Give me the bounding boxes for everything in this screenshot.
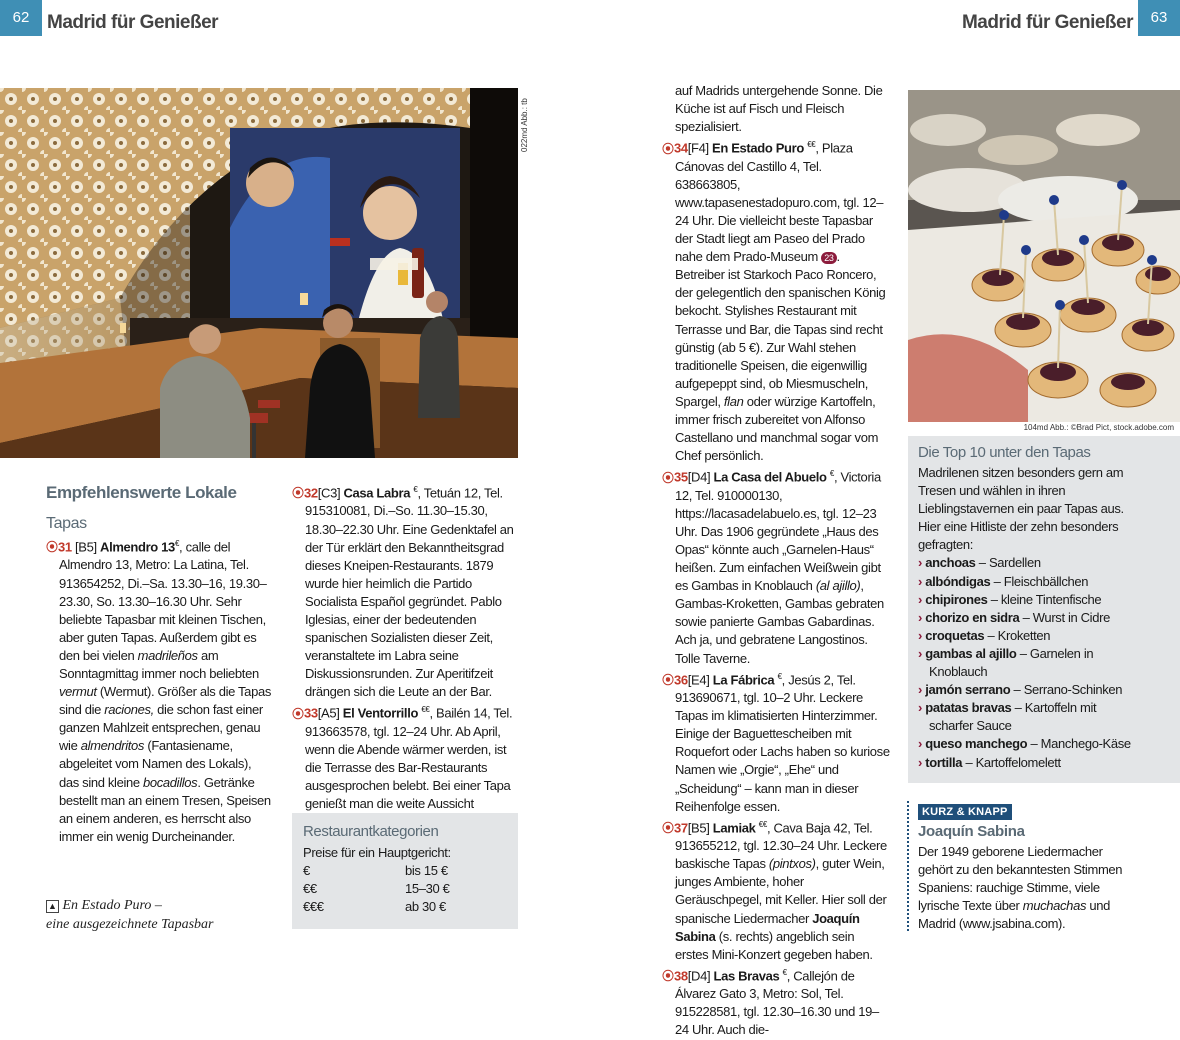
- photo-caption: ▲ En Estado Puro – eine ausgezeichnete Tapasbar: [46, 898, 214, 932]
- tapas-bar-photo: [0, 88, 518, 458]
- list-item: › croquetas – Kroketten: [918, 627, 1051, 643]
- restaurant-categories-box: [292, 813, 518, 929]
- top10-box: [908, 436, 1180, 783]
- list-item: › anchoas – Sardellen: [918, 555, 1041, 571]
- category-row: €€€ ab 30 €: [303, 899, 446, 915]
- map-pin-icon: ⦿: [662, 470, 674, 485]
- chevron-right-icon: ›: [918, 645, 922, 661]
- sight-ref-badge[interactable]: 23: [821, 252, 836, 264]
- kurz-knapp-label: KURZ & KNAPP: [918, 802, 1012, 820]
- chevron-right-icon: ›: [918, 573, 922, 589]
- map-pin-icon: ⦿: [662, 141, 674, 156]
- map-pin-icon: ⦿: [292, 706, 304, 721]
- entry-37: ⦿37[B5] Lamiak €€, Cava Baja 42, Tel. 913655212, tgl. 12.30–24 Uhr. Leckere baskische Tapas (pintxos), guter Wein, junges Ambiente, hoher Geräuschpegel, mit Keller. Hier soll der spanische Liedermacher Joaquín Sabina (s. rechts) angeblich sein erstes Mini-Konzert gegeben haben.: [662, 819, 887, 962]
- entry-33: ⦿33[A5] El Ventorrillo €€, Bailén 14, Tel. 913663578, tgl. 12–24 Uhr. Ab April, wenn die Abende wärmer werden, ist die Terrasse des Bar-Restaurants ausgesprochen belebt. Bei einer Tapa genießt man die weite Aussicht: [292, 705, 513, 812]
- subsection-title: Tapas: [46, 515, 87, 532]
- list-item: › tortilla – Kartoffelomelett: [918, 754, 1061, 770]
- chevron-right-icon: ›: [918, 700, 922, 716]
- entry-34: ⦿34[F4] En Estado Puro €€, Plaza Cánovas del Castillo 4, Tel. 638663805, www.tapasenestadopuro.com, tgl. 12–24 Uhr. Die vielleicht beste Tapasbar der Stadt liegt am Paseo del Prado nahe dem Prado-Museum 23 . Betreiber ist Starkoch Paco Roncero, der gelegentlich den spanischen König bekocht. Stylishes Restaurant mit Terrasse und Bar, die Tapas sind recht günstig (ab 5 €). Zur Wahl stehen traditionelle Speisen, die eigenwillig aufgepeppt sind, ob Miesmuscheln, Spargel, flan oder würzige Kartoffeln, immer frisch zubereitet von Alfonso Castellano und manchmal sogar vom Chef persönlich.: [662, 140, 886, 464]
- entry-35: ⦿35[D4] La Casa del Abuelo €, Victoria 12, Tel. 910000130, https://lacasadelabuelo.es, tgl. 12–23 Uhr. Das 1906 gegründete „Haus des Opas“ könnte auch „Garnelen-Haus“ heißen. Zum einfachen Weißwein gibt es Gambas in Knoblauch (al ajillo), Gambas-Kroketten, Gambas gebraten sowie panierte Gambas Gabardinas. Ach ja, und gebratene Langostinos. Tolle Taverne.: [662, 469, 884, 666]
- chevron-right-icon: ›: [918, 754, 922, 770]
- running-title-right: Madrid für Genießer: [961, 12, 1133, 33]
- map-pin-icon: ⦿: [662, 821, 674, 836]
- kurz-divider: [907, 801, 911, 931]
- map-pin-icon: ⦿: [292, 486, 304, 501]
- running-title-left: Madrid für Genießer: [47, 12, 219, 33]
- kurz-text: Der 1949 geborene Liedermacher gehört zu den bekanntesten Stimmen Spaniens: rauchige Stimme, viele lyrische Texte über muchachas und Madrid (www.jsabina.com).: [918, 844, 1123, 932]
- list-item: › albóndigas – Fleischbällchen: [918, 573, 1089, 589]
- list-item: › jamón serrano – Serrano-Schinken: [918, 682, 1123, 698]
- arrow-up-icon: ▲: [46, 900, 59, 913]
- list-item: › queso manchego – Manchego-Käse: [918, 736, 1131, 752]
- top10-title: Die Top 10 unter den Tapas: [918, 444, 1091, 461]
- map-pin-icon: ⦿: [46, 540, 58, 555]
- list-item: › gambas al ajillo – Garnelen in Knoblauch: [918, 645, 1094, 680]
- categories-intro: Preise für ein Hauptgericht:: [303, 845, 451, 860]
- continued-text: auf Madrids untergehende Sonne. Die Küche ist auf Fisch und Fleisch spezialisiert.: [675, 83, 883, 135]
- kurz-title: Joaquín Sabina: [918, 823, 1025, 840]
- photo-credit-left: 022md Abb.: tb: [520, 98, 529, 152]
- category-row: €€ 15–30 €: [303, 881, 450, 897]
- chevron-right-icon: ›: [918, 627, 922, 643]
- list-item: › patatas bravas – Kartoffeln mit scharfer Sauce: [918, 700, 1097, 734]
- top10-intro: Madrilenen sitzen besonders gern am Tresen und wählen in ihren Lieblingstavernen ein paar Tapas aus. Hier eine Hitliste der zehn besonders gefragten:: [918, 465, 1124, 553]
- entries-col2: [292, 481, 518, 813]
- chevron-right-icon: ›: [918, 591, 922, 607]
- entry-38: ⦿38[D4] Las Bravas €, Callejón de Álvarez Gato 3, Metro: Sol, Tel. 915228581, tgl. 12.30–16.30 und 19–24 Uhr. Auch die-: [662, 967, 879, 1038]
- page-number-right: 63: [1138, 0, 1180, 36]
- categories-title: Restaurantkategorien: [303, 823, 439, 840]
- category-row: € bis 15 €: [303, 863, 448, 879]
- chevron-right-icon: ›: [918, 682, 922, 698]
- map-pin-icon: ⦿: [662, 969, 674, 984]
- tapas-food-photo: [908, 90, 1180, 422]
- map-pin-icon: ⦿: [662, 672, 674, 687]
- entry-32: ⦿32[C3] Casa Labra €, Tetuán 12, Tel. 915310081, Di.–So. 11.30–15.30, 18.30–22.30 Uhr. Eine Gedenktafel an der Tür erklärt den Bekanntheitsgrad dieses Kneipen-Restaurants. 1879 wurde hier heimlich die Partido Socialista Español gegründet. Pablo Iglesias, einer der bedeutenden spanischen Sozialisten dieser Zeit, veranstaltete im Labra seine Diskussionsrunden. Zur Aperitifzeit drängen sich die Leute an der Bar.: [292, 485, 514, 700]
- list-item: › chipirones – kleine Tintenfische: [918, 591, 1102, 607]
- entry-36: ⦿36[E4] La Fábrica €, Jesús 2, Tel. 913690671, tgl. 10–2 Uhr. Leckere Tapas im klimatisierten Hinterzimmer. Einige der Baguettescheiben mit Roquefort oder Lachs haben so kuriose Namen wie „Orgie“, „Ehe“ und „Scheidung“ – kann man in dieser Reihenfolge essen.: [662, 671, 890, 814]
- chevron-right-icon: ›: [918, 736, 922, 752]
- section-title: Empfehlenswerte Lokale: [46, 483, 237, 502]
- chevron-right-icon: ›: [918, 609, 922, 625]
- photo-credit-right: 104md Abb.: ©Brad Pict, stock.adobe.com: [1023, 423, 1174, 432]
- page-number-left: 62: [0, 0, 42, 36]
- entries-col3: [662, 82, 890, 1040]
- list-item: › chorizo en sidra – Wurst in Cidre: [918, 609, 1110, 625]
- top10-content: [918, 464, 1136, 772]
- chevron-right-icon: ›: [918, 555, 922, 571]
- entry-31: ⦿31 [B5] Almendro 13€, calle del Almendro 13, Metro: La Latina, Tel. 913654252, Di.–Sa. 13.30–16, 19.30–23.30, So. 13.30–16.30 Uhr. Sehr beliebte Tapasbar mit kleinen Tischen, aber guten Tapas. Außerdem gibt es den bei vielen madrileños am Sonntagmittag immer noch beliebten vermut (Wermut). Größer als die Tapas sind die raciones, die schon fast einer ganzen Mahlzeit entsprechen, genau wie almendritos (Fantasiename, abgeleitet vom Namen des Lokals), das sind kleine bocadillos. Getränke bestellt man an einem Tresen, Speisen an einem anderen, es herrscht also immer ein wenig Durcheinander.: [46, 539, 271, 844]
